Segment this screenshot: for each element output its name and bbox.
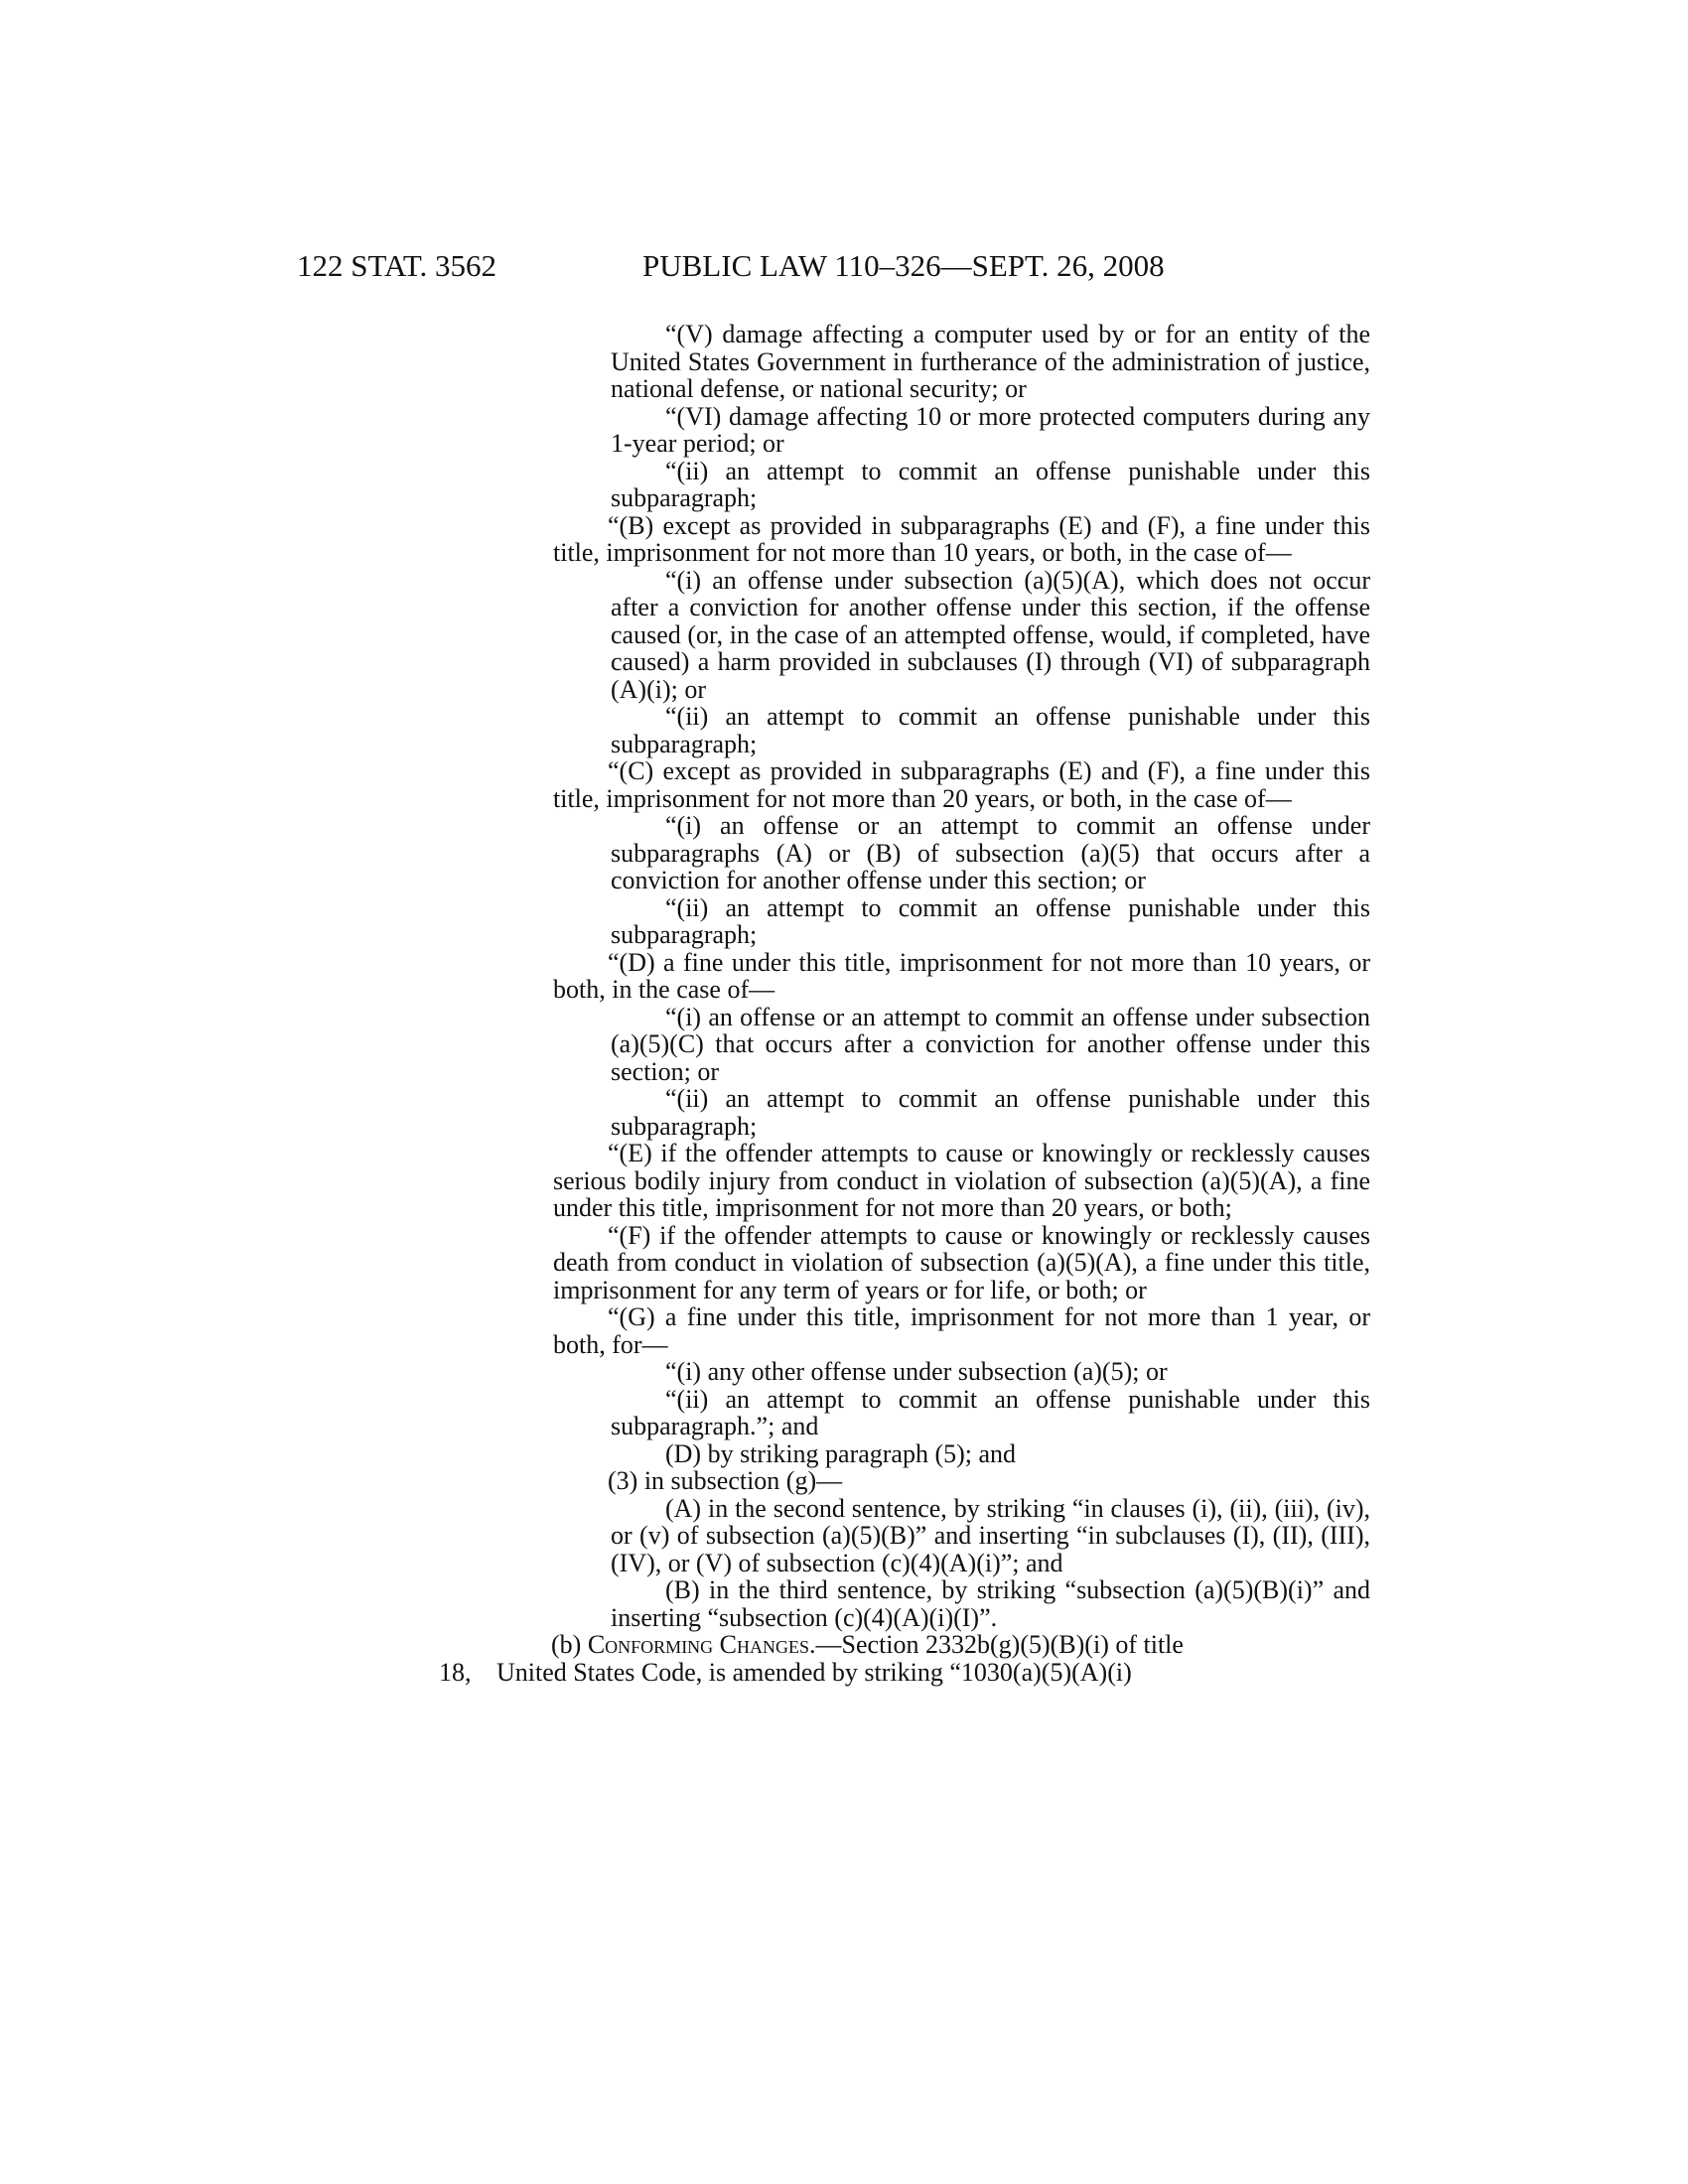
clause-i: “(i) an offense under subsection (a)(5)(A), which does not occur after a conviction for another offense under this section, if the offense caused (or, in the case of an attempted offense, would, if completed, have caused) a harm provided in subclauses (I) through (VI) of subparagraph (A)(i); or	[611, 565, 1370, 704]
subparagraph-c: “(C) except as provided in subparagraphs (E) and (F), a fine under this title, imprisonment for not more than 20 years, or both, in the case of—	[553, 756, 1370, 813]
conforming-changes-heading: Conforming Changes	[587, 1630, 810, 1659]
subparagraph-e: “(E) if the offender attempts to cause or knowingly or recklessly causes serious bodily injury from conduct in violation of subsection (a)(5)(A), a fine under this title, imprisonment for not more than 20 years, or both;	[553, 1139, 1370, 1222]
clause-ii: “(ii) an attempt to commit an offense punishable under this subparagraph;	[611, 702, 1370, 758]
clause-i: “(i) an offense or an attempt to commit an offense under subparagraphs (A) or (B) of subsection (a)(5) that occurs after a conviction for another offense under this section; or	[611, 811, 1370, 894]
conforming-changes-text: .—Section 2332b(g)(5)(B)(i) of title	[809, 1630, 1184, 1659]
amendment-paragraph-3: (3) in subsection (g)—	[608, 1466, 843, 1495]
stat-reference: 122 STAT. 3562	[297, 248, 497, 283]
subparagraph-g: “(G) a fine under this title, imprisonment for not more than 1 year, or both, for—	[553, 1302, 1370, 1359]
subparagraph-d: “(D) a fine under this title, imprisonment for not more than 10 years, or both, in the case of—	[553, 947, 1370, 1004]
subparagraph-f: “(F) if the offender attempts to cause or knowingly or recklessly causes death from conduct in violation of subsection (a)(5)(A), a fine under this title, imprisonment for any term of years or for life, or both; or	[553, 1220, 1370, 1304]
clause-ii: “(ii) an attempt to commit an offense punishable under this subparagraph;	[611, 892, 1370, 949]
subclause-v: “(V) damage affecting a computer used by or for an entity of the United States Government in furtherance of the administration of justice, national defense, or national security; or	[611, 320, 1370, 403]
amendment-item-b: (B) in the third sentence, by striking “subsection (a)(5)(B)(i)” and inserting “subsection (c)(4)(A)(i)(I)”.	[611, 1575, 1370, 1632]
clause-ii: “(ii) an attempt to commit an offense punishable under this subparagraph;	[611, 456, 1370, 512]
running-head: PUBLIC LAW 110–326—SEPT. 26, 2008	[642, 248, 1165, 283]
clause-i: “(i) an offense or an attempt to commit an offense under subsection (a)(5)(C) that occurs after a conviction for another offense under this section; or	[611, 1002, 1370, 1086]
amendment-item-a: (A) in the second sentence, by striking “in clauses (i), (ii), (iii), (iv), or (v) of subsection (a)(5)(B)” and inserting “in subclauses (I), (II), (III), (IV), or (V) of subsection (c)(4)(A)(i)”; and	[611, 1493, 1370, 1577]
clause-ii: “(ii) an attempt to commit an offense punishable under this subparagraph.”; and	[611, 1384, 1370, 1440]
title-number: 18,	[439, 1657, 472, 1687]
subparagraph-b: “(B) except as provided in subparagraphs (E) and (F), a fine under this title, imprisonment for not more than 10 years, or both, in the case of—	[553, 510, 1370, 567]
clause-i: “(i) any other offense under subsection (a)(5); or	[665, 1357, 1168, 1386]
subsection-label: (b)	[551, 1630, 582, 1659]
subclause-vi: “(VI) damage affecting 10 or more protected computers during any 1-year period; or	[611, 401, 1370, 458]
conforming-changes-continuation	[439, 1657, 1370, 1687]
conforming-changes-line	[496, 1631, 1370, 1659]
page-header	[297, 246, 1220, 286]
clause-ii: “(ii) an attempt to commit an offense punishable under this subparagraph;	[611, 1084, 1370, 1141]
statute-text	[439, 320, 1370, 1687]
amendment-item-d: (D) by striking paragraph (5); and	[665, 1438, 1017, 1468]
continuation-text: United States Code, is amended by striking “1030(a)(5)(A)(i)	[496, 1657, 1132, 1687]
